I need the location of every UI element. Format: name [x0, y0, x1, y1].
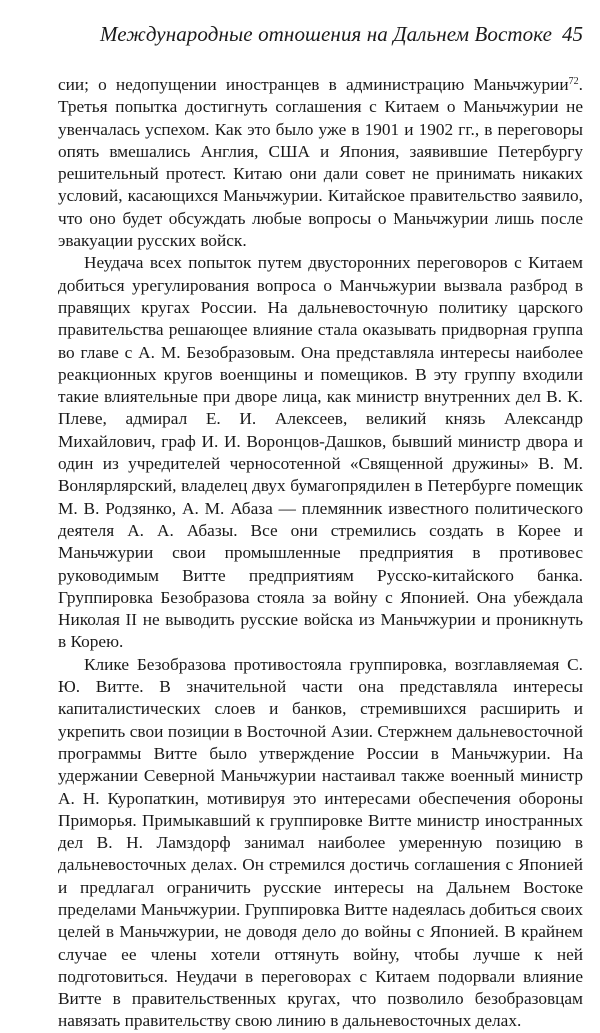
paragraph-1	[58, 74, 583, 252]
page-header	[58, 16, 583, 52]
body-text	[58, 74, 583, 1033]
running-title: Международные отношения на Дальнем Востоке	[100, 22, 553, 46]
page-number: 45	[562, 22, 583, 46]
footnote-marker: 72	[568, 76, 579, 87]
paragraph-1-text-before: сии; о недопущении иностранцев в администрацию Маньчжурии	[58, 75, 569, 94]
book-page	[58, 16, 583, 1031]
paragraph-2: Неудача всех попыток путем двусторонних переговоров с Китаем добиться урегулирования вопроса о Манчьжурии вызвала разброд в правящих кругах России. На дальневосточную политику царского правительства решающее влияние стала оказывать придворная группа во главе с А. М. Безобразовым. Она представляла интересы наиболее реакционных кругов военщины и помещиков. В эту группу входили такие влиятельные при дворе лица, как министр внутренних дел В. К. Плеве, адмирал Е. И. Алексеев, великий князь Александр Михайлович, граф И. И. Воронцов-Дашков, бывший министр двора и один из учредителей черносотенной «Священной дружины» В. М. Вонлярлярский, владелец двух бумагопрядилен в Петербурге помещик М. В. Родзянко, А. М. Абаза — племянник известного политического деятеля А. А. Абазы. Все они стремились создать в Корее и Маньчжурии свои промышленные предприятия в противовес руководимым Витте предприятиям Русско-китайского банка. Группировка Безобразова стояла за войну с Японией. Она убеждала Николая II не выводить русские войска из Маньчжурии и проникнуть в Корею.	[58, 253, 583, 652]
paragraph-1-text-after: . Третья попытка достигнуть соглашения с Китаем о Маньчжурии не увенчалась успехом. Как это было уже в 1901 и 1902 гг., в переговоры опять вмешались Англия, США и Япония, заявившие Петербургу решительный протест. Китаю они дали совет не принимать никаких условий, касающихся Маньчжурии. Китайское правительство заявило, что оно будет обсуждать любые вопросы о Маньчжурии лишь после эвакуации русских войск.	[58, 75, 583, 251]
paragraph-3: Клике Безобразова противостояла группировка, возглавляемая С. Ю. Витте. В значительной части она представляла интересы капиталистических слоев и банков, стремившихся расширить и укрепить свои позиции в Восточной Азии. Стержнем дальневосточной программы Витте было утверждение России в Маньчжурии. На удержании Северной Маньчжурии настаивал также военный министр А. Н. Куропаткин, мотивируя это интересами обеспечения обороны Приморья. Примыкавший к группировке Витте министр иностранных дел В. Н. Ламздорф занимал наиболее умеренную позицию в дальневосточных делах. Он стремился достичь соглашения с Японией и предлагал ограничить русские интересы на Дальнем Востоке пределами Маньчжурии. Группировка Витте надеялась добиться своих целей в Маньчжурии, не доводя дело до войны с Японией. В крайнем случае ее члены хотели оттянуть войну, чтобы лучше к ней подготовиться. Неудачи в переговорах с Китаем подорвали влияние Витте в правительственных кругах, что позволило безобразовцам навязать правительству свою линию в дальневосточных делах.	[58, 654, 583, 1031]
